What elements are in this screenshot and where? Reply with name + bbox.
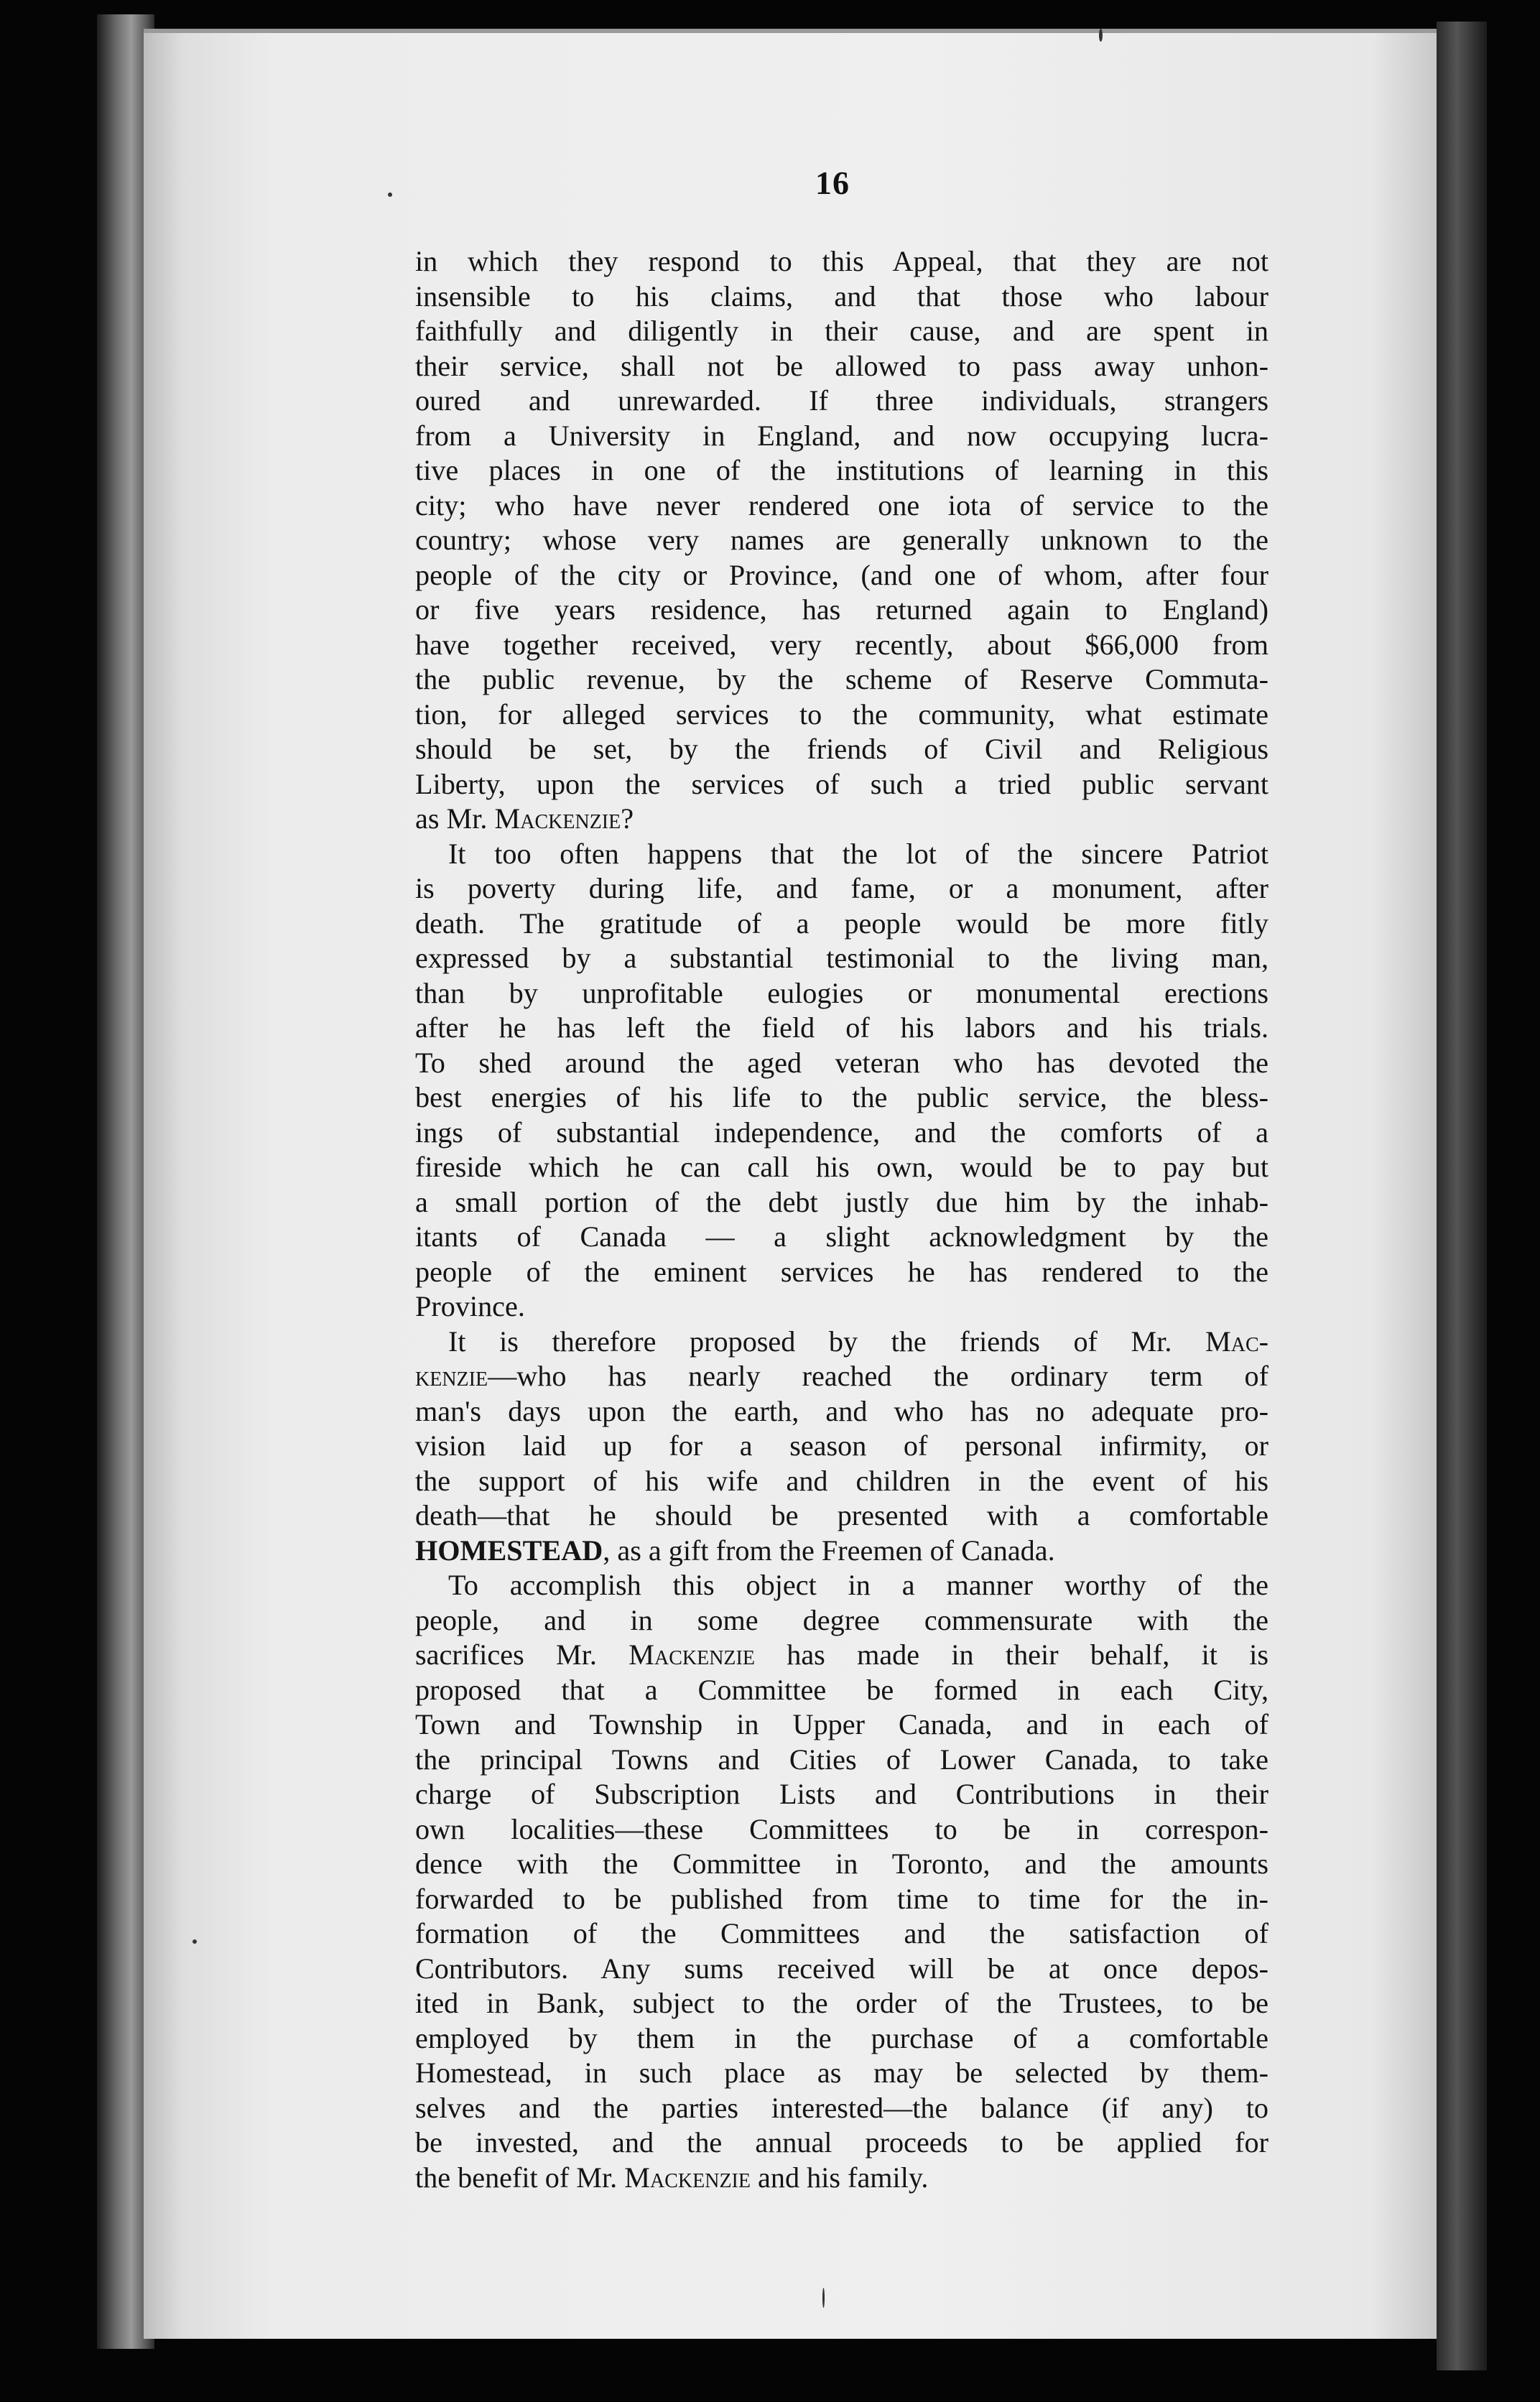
text-line: a small portion of the debt justly due him by the inhab- bbox=[415, 1185, 1268, 1218]
text-line: fireside which he can call his own, would be to pay but bbox=[415, 1151, 1268, 1183]
text-line: selves and the parties interested—the balance (if any) to bbox=[415, 2091, 1268, 2124]
body-text bbox=[415, 244, 1268, 2195]
text-line: To shed around the aged veteran who has devoted the bbox=[415, 1046, 1268, 1079]
text-line: Contributors. Any sums received will be at once depos- bbox=[415, 1952, 1268, 1985]
text-line: is poverty during life, and fame, or a monument, after bbox=[415, 872, 1268, 904]
text-line: sacrifices Mr. Mackenzie has made in their behalf, it is bbox=[415, 1638, 1269, 1671]
text-line: Province. bbox=[415, 1290, 525, 1322]
text-line: ited in Bank, subject to the order of the Trustees, to be bbox=[415, 1987, 1268, 2019]
text-line: as Mr. Mackenzie? bbox=[415, 802, 634, 835]
text-line: in which they respond to this Appeal, that they are not bbox=[415, 245, 1268, 277]
text-line: employed by them in the purchase of a comfortable bbox=[415, 2021, 1268, 2054]
paper-speck bbox=[822, 2288, 825, 2308]
text-line: city; who have never rendered one iota of service to the bbox=[415, 488, 1268, 521]
text-line: or five years residence, has returned again to England) bbox=[415, 593, 1268, 626]
text-line: It is therefore proposed by the friends of Mr. Mac- bbox=[448, 1325, 1268, 1358]
text-line: the principal Towns and Cities of Lower Canada, to take bbox=[415, 1743, 1268, 1776]
text-line: charge of Subscription Lists and Contributions in their bbox=[415, 1778, 1268, 1810]
text-line: people, and in some degree commensurate with the bbox=[415, 1603, 1268, 1636]
text-line: than by unprofitable eulogies or monumental erections bbox=[415, 976, 1268, 1009]
text-line: the public revenue, by the scheme of Reserve Commuta- bbox=[415, 663, 1268, 695]
text-line: the benefit of Mr. Mackenzie and his family. bbox=[415, 2161, 929, 2194]
paper-speck bbox=[192, 1939, 197, 1944]
text-line: HOMESTEAD, as a gift from the Freemen of Canada. bbox=[415, 1534, 1055, 1567]
text-line: people of the city or Province, (and one of whom, after four bbox=[415, 558, 1268, 591]
text-line: tion, for alleged services to the community, what estimate bbox=[415, 697, 1268, 731]
text-line: oured and unrewarded. If three individuals, strangers bbox=[415, 384, 1268, 417]
text-line: best energies of his life to the public service, the bless- bbox=[415, 1081, 1268, 1113]
text-line: people of the eminent services he has rendered to the bbox=[415, 1255, 1268, 1288]
text-line: proposed that a Committee be formed in each City, bbox=[415, 1673, 1268, 1706]
text-line: forwarded to be published from time to time for the in- bbox=[415, 1882, 1268, 1915]
text-line: the support of his wife and children in the event of his bbox=[415, 1464, 1268, 1497]
paper-speck bbox=[388, 193, 392, 197]
text-line: have together received, very recently, about $66,000 from bbox=[415, 628, 1268, 661]
page-number: 16 bbox=[815, 164, 850, 201]
text-line: Liberty, upon the services of such a tried public servant bbox=[415, 767, 1268, 800]
text-line: To accomplish this object in a manner worthy of the bbox=[448, 1569, 1268, 1601]
text-line: country; whose very names are generally unknown to the bbox=[415, 524, 1268, 556]
text-line: death. The gratitude of a people would be more fitly bbox=[415, 906, 1268, 940]
text-line: death—that he should be presented with a comfortable bbox=[415, 1499, 1268, 1531]
text-line: vision laid up for a season of personal infirmity, or bbox=[415, 1429, 1268, 1462]
page-right-shadow bbox=[1437, 22, 1487, 2370]
text-line: tive places in one of the institutions of learning in this bbox=[415, 454, 1268, 486]
text-line: It too often happens that the lot of the sincere Patriot bbox=[448, 837, 1268, 870]
text-line: from a University in England, and now occupying lucra- bbox=[415, 419, 1268, 452]
text-line: faithfully and diligently in their cause, and are spent in bbox=[415, 315, 1268, 347]
text-line: itants of Canada — a slight acknowledgment by the bbox=[415, 1220, 1268, 1253]
text-line: dence with the Committee in Toronto, and the amounts bbox=[415, 1847, 1268, 1880]
text-line: insensible to his claims, and that those who labour bbox=[415, 279, 1268, 312]
text-line: their service, shall not be allowed to pass away unhon- bbox=[415, 349, 1268, 382]
text-line: should be set, by the friends of Civil and Religious bbox=[415, 733, 1268, 765]
text-line: man's days upon the earth, and who has no adequate pro- bbox=[415, 1394, 1268, 1427]
text-line: after he has left the field of his labors and his trials. bbox=[415, 1011, 1268, 1044]
text-line: be invested, and the annual proceeds to be applied for bbox=[415, 2126, 1268, 2158]
text-line: formation of the Committees and the satisfaction of bbox=[415, 1917, 1268, 1949]
text-line: ings of substantial independence, and the comforts of a bbox=[415, 1116, 1268, 1149]
paper-speck bbox=[1099, 29, 1103, 42]
text-line: Town and Township in Upper Canada, and in each of bbox=[415, 1708, 1268, 1740]
text-line: kenzie—who has nearly reached the ordinary term of bbox=[415, 1360, 1268, 1392]
text-line: Homestead, in such place as may be selected by them- bbox=[415, 2056, 1268, 2089]
text-line: own localities—these Committees to be in correspon- bbox=[415, 1812, 1268, 1845]
text-line: expressed by a substantial testimonial to the living man, bbox=[415, 942, 1268, 974]
